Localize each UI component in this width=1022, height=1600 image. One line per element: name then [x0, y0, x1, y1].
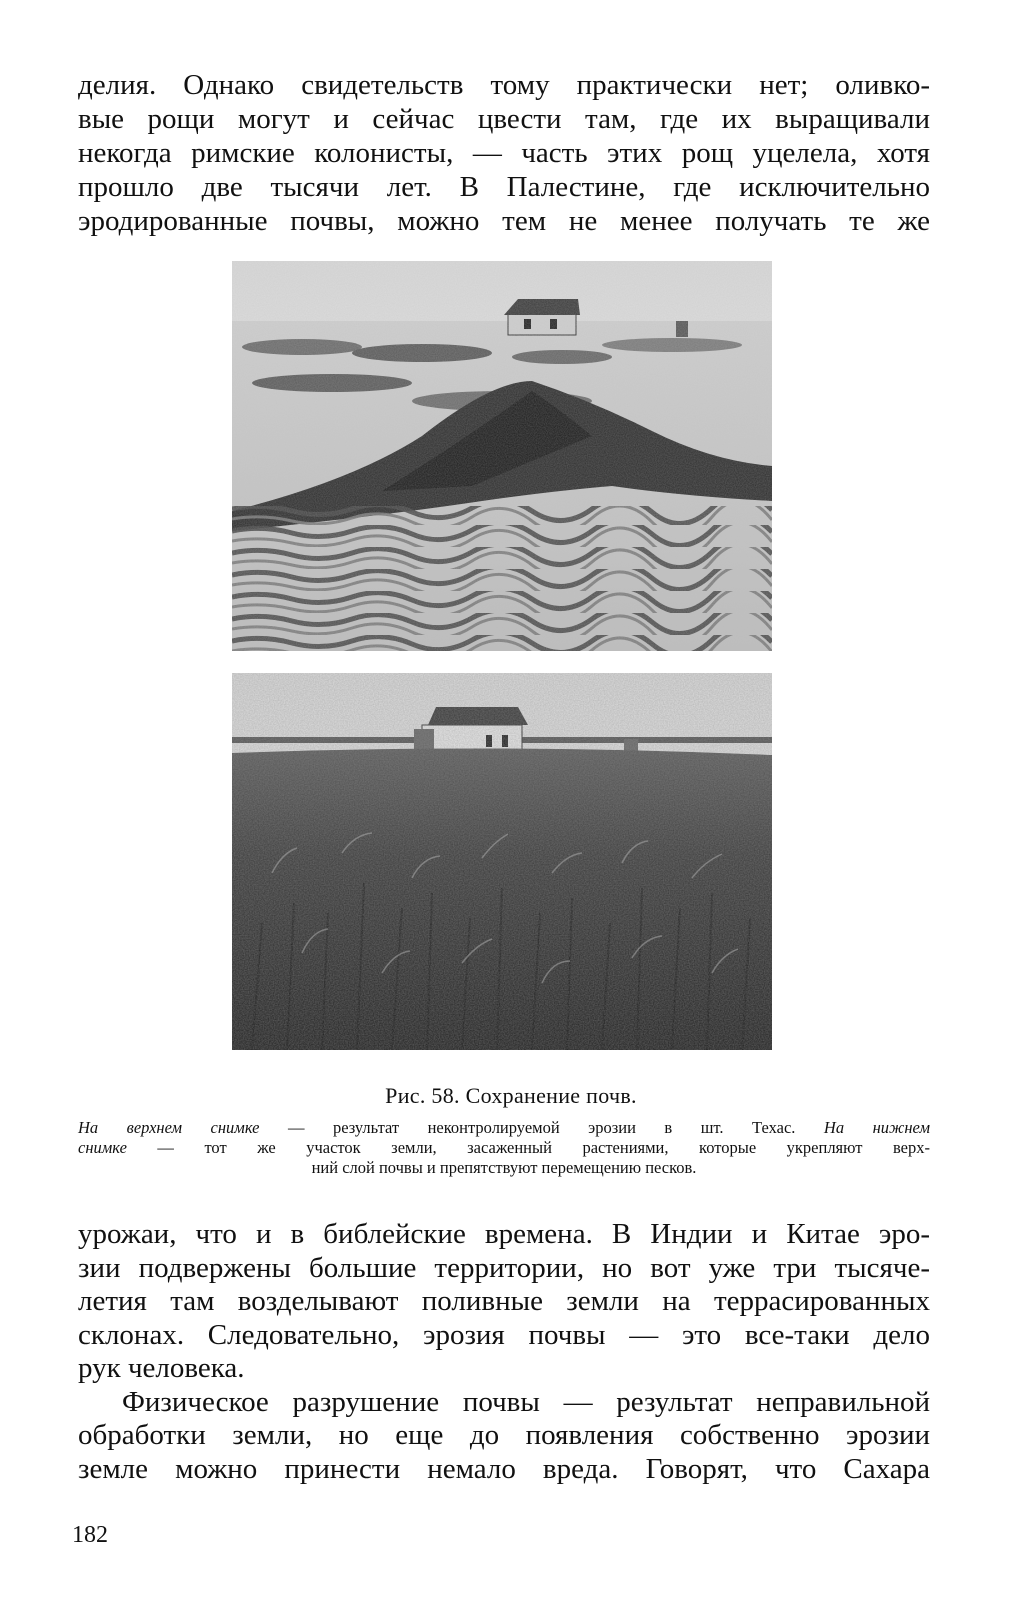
- text-line: земле можно принести немало вреда. Говорят, что Сахара: [78, 1452, 930, 1485]
- page-number: 182: [72, 1522, 108, 1548]
- text-line: рук человека.: [78, 1352, 245, 1384]
- caption-line: [78, 1118, 930, 1138]
- text-line: зии подвержены большие территории, но вот уже три тысяче-: [78, 1251, 930, 1284]
- caption-text: — результат неконтролируемой эрозии в шт. Техас.: [259, 1118, 824, 1137]
- text-line: вые рощи могут и сейчас цвести там, где их выращивали: [78, 103, 930, 135]
- caption-line: [78, 1138, 930, 1158]
- text-line: прошло две тысячи лет. В Палестине, где исключительно: [78, 171, 930, 203]
- figure-title: Рис. 58. Сохранение почв.: [385, 1083, 637, 1108]
- text-line: летия там возделывают поливные земли на террасированных: [78, 1285, 930, 1317]
- caption-text: — тот же участок земли, засаженный растениями, которые укрепляют верх-: [126, 1138, 930, 1157]
- text-line: некогда римские колонисты, — часть этих рощ уцелела, хотя: [78, 137, 930, 169]
- top-paragraph: [78, 68, 930, 238]
- text-line: делия. Однако свидетельств тому практически нет; оливко-: [78, 69, 930, 101]
- caption-em: На верхнем снимке: [78, 1118, 260, 1137]
- photo-eroded-field: [232, 261, 772, 651]
- text-line: урожаи, что и в библейские времена. В Индии и Китае эро-: [78, 1218, 930, 1250]
- bottom-paragraphs: [78, 1218, 930, 1486]
- text-line: обработки земли, но еще до появления собственно эрозии: [78, 1419, 930, 1451]
- text-line: склонах. Следовательно, эрозия почвы — это все-таки дело: [78, 1318, 930, 1351]
- photo-planted-field: [232, 673, 772, 1050]
- caption-em: снимке: [78, 1138, 127, 1157]
- caption-em: На нижнем: [823, 1118, 930, 1137]
- text-line: Физическое разрушение почвы — результат неправильной: [122, 1385, 930, 1418]
- caption-line: ний слой почвы и препятствуют перемещению песков.: [311, 1158, 697, 1177]
- figure-caption: [78, 1118, 930, 1178]
- text-line: эродированные почвы, можно тем не менее получать те же: [78, 205, 930, 237]
